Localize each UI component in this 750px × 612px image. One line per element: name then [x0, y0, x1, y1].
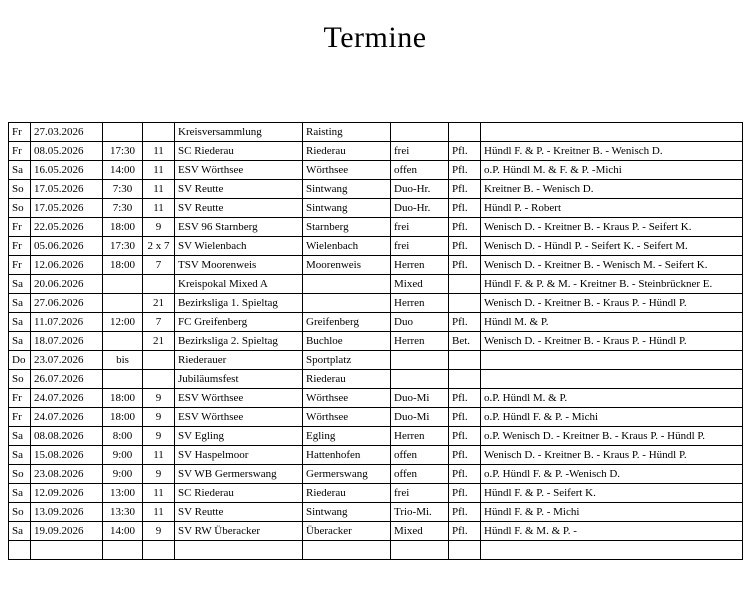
- cell-time: bis: [103, 351, 143, 370]
- table-row: [9, 389, 743, 408]
- cell-category: Duo-Hr.: [391, 180, 449, 199]
- cell-day: Do: [9, 351, 31, 370]
- cell-type: Pfl.: [449, 218, 481, 237]
- cell-date: 15.08.2026: [31, 446, 103, 465]
- cell-time: [103, 541, 143, 560]
- cell-event: Riederauer: [175, 351, 303, 370]
- cell-date: 12.09.2026: [31, 484, 103, 503]
- cell-date: 17.05.2026: [31, 180, 103, 199]
- cell-location: Wörthsee: [303, 389, 391, 408]
- cell-day: Fr: [9, 123, 31, 142]
- cell-category: frei: [391, 218, 449, 237]
- cell-day: Sa: [9, 446, 31, 465]
- cell-event: [175, 541, 303, 560]
- cell-day: Sa: [9, 294, 31, 313]
- cell-count: 11: [143, 503, 175, 522]
- cell-day: So: [9, 503, 31, 522]
- cell-event: Bezirksliga 2. Spieltag: [175, 332, 303, 351]
- cell-event: ESV Wörthsee: [175, 408, 303, 427]
- table-row: [9, 370, 743, 389]
- cell-type: Pfl.: [449, 503, 481, 522]
- cell-day: Sa: [9, 484, 31, 503]
- table-row: [9, 199, 743, 218]
- cell-participants: o.P. Hündl F. & P. -Wenisch D.: [481, 465, 743, 484]
- cell-event: ESV 96 Starnberg: [175, 218, 303, 237]
- cell-time: 14:00: [103, 161, 143, 180]
- cell-participants: Wenisch D. - Kreitner B. - Kraus P. - Hündl P.: [481, 294, 743, 313]
- cell-event: FC Greifenberg: [175, 313, 303, 332]
- cell-type: [449, 294, 481, 313]
- cell-event: TSV Moorenweis: [175, 256, 303, 275]
- cell-participants: o.P. Hündl F. & P. - Michi: [481, 408, 743, 427]
- cell-location: Sportplatz: [303, 351, 391, 370]
- table-row: [9, 161, 743, 180]
- cell-type: Pfl.: [449, 465, 481, 484]
- cell-participants: Hündl F. & P. - Michi: [481, 503, 743, 522]
- cell-category: frei: [391, 484, 449, 503]
- cell-time: 18:00: [103, 408, 143, 427]
- cell-type: Pfl.: [449, 161, 481, 180]
- cell-count: 7: [143, 313, 175, 332]
- cell-date: 24.07.2026: [31, 389, 103, 408]
- cell-type: [449, 351, 481, 370]
- cell-type: Pfl.: [449, 427, 481, 446]
- cell-type: [449, 123, 481, 142]
- table-row: [9, 123, 743, 142]
- cell-location: Buchloe: [303, 332, 391, 351]
- cell-type: Pfl.: [449, 180, 481, 199]
- cell-event: SC Riederau: [175, 142, 303, 161]
- cell-day: Sa: [9, 313, 31, 332]
- cell-type: [449, 275, 481, 294]
- cell-event: ESV Wörthsee: [175, 161, 303, 180]
- cell-location: Egling: [303, 427, 391, 446]
- cell-date: 16.05.2026: [31, 161, 103, 180]
- table-row: [9, 237, 743, 256]
- cell-date: 20.06.2026: [31, 275, 103, 294]
- table-row: [9, 351, 743, 370]
- cell-category: offen: [391, 161, 449, 180]
- cell-location: Sintwang: [303, 180, 391, 199]
- cell-category: Herren: [391, 427, 449, 446]
- cell-category: Herren: [391, 332, 449, 351]
- table-row: [9, 522, 743, 541]
- table-row: [9, 465, 743, 484]
- cell-category: frei: [391, 237, 449, 256]
- cell-location: Raisting: [303, 123, 391, 142]
- cell-day: Fr: [9, 237, 31, 256]
- cell-date: 26.07.2026: [31, 370, 103, 389]
- cell-event: Kreisversammlung: [175, 123, 303, 142]
- cell-participants: Hündl F. & M. & P. -: [481, 522, 743, 541]
- cell-location: Greifenberg: [303, 313, 391, 332]
- cell-type: Bet.: [449, 332, 481, 351]
- cell-category: Duo-Mi: [391, 408, 449, 427]
- cell-time: 13:30: [103, 503, 143, 522]
- table-row: [9, 427, 743, 446]
- cell-type: Pfl.: [449, 522, 481, 541]
- cell-event: SV Reutte: [175, 199, 303, 218]
- cell-time: [103, 370, 143, 389]
- cell-event: SV Egling: [175, 427, 303, 446]
- cell-time: 17:30: [103, 142, 143, 161]
- cell-date: 17.05.2026: [31, 199, 103, 218]
- cell-date: 11.07.2026: [31, 313, 103, 332]
- cell-category: offen: [391, 465, 449, 484]
- cell-time: 12:00: [103, 313, 143, 332]
- cell-participants: Wenisch D. - Kreitner B. - Kraus P. - Hündl P.: [481, 446, 743, 465]
- cell-count: 9: [143, 465, 175, 484]
- cell-time: 7:30: [103, 180, 143, 199]
- cell-date: 18.07.2026: [31, 332, 103, 351]
- cell-category: Mixed: [391, 522, 449, 541]
- cell-day: Sa: [9, 275, 31, 294]
- cell-count: 9: [143, 427, 175, 446]
- cell-count: 11: [143, 484, 175, 503]
- cell-category: [391, 541, 449, 560]
- cell-category: Duo-Hr.: [391, 199, 449, 218]
- cell-time: 14:00: [103, 522, 143, 541]
- cell-participants: o.P. Hündl M. & F. & P. -Michi: [481, 161, 743, 180]
- cell-participants: Wenisch D. - Kreitner B. - Kraus P. - Hündl P.: [481, 332, 743, 351]
- cell-location: Moorenweis: [303, 256, 391, 275]
- cell-participants: o.P. Wenisch D. - Kreitner B. - Kraus P. - Hündl P.: [481, 427, 743, 446]
- cell-category: Trio-Mi.: [391, 503, 449, 522]
- cell-location: Überacker: [303, 522, 391, 541]
- cell-count: [143, 541, 175, 560]
- cell-event: Jubiläumsfest: [175, 370, 303, 389]
- cell-count: 9: [143, 389, 175, 408]
- cell-participants: o.P. Hündl M. & P.: [481, 389, 743, 408]
- cell-participants: Wenisch D. - Kreitner B. - Kraus P. - Seifert K.: [481, 218, 743, 237]
- cell-location: Wörthsee: [303, 161, 391, 180]
- cell-time: 13:00: [103, 484, 143, 503]
- cell-type: Pfl.: [449, 446, 481, 465]
- cell-category: frei: [391, 142, 449, 161]
- schedule-table: [8, 122, 743, 560]
- table-row: [9, 218, 743, 237]
- cell-category: Mixed: [391, 275, 449, 294]
- cell-location: [303, 541, 391, 560]
- cell-time: 18:00: [103, 256, 143, 275]
- cell-day: So: [9, 465, 31, 484]
- cell-day: [9, 541, 31, 560]
- cell-count: 21: [143, 332, 175, 351]
- cell-event: SV Wielenbach: [175, 237, 303, 256]
- cell-location: [303, 275, 391, 294]
- cell-event: Bezirksliga 1. Spieltag: [175, 294, 303, 313]
- cell-day: Fr: [9, 389, 31, 408]
- cell-location: Sintwang: [303, 199, 391, 218]
- cell-category: Duo-Mi: [391, 389, 449, 408]
- cell-day: Sa: [9, 522, 31, 541]
- table-row: [9, 180, 743, 199]
- cell-count: [143, 123, 175, 142]
- cell-participants: [481, 541, 743, 560]
- cell-count: 11: [143, 142, 175, 161]
- table-row: [9, 484, 743, 503]
- cell-count: 11: [143, 180, 175, 199]
- cell-date: 08.05.2026: [31, 142, 103, 161]
- cell-participants: Hündl M. & P.: [481, 313, 743, 332]
- cell-location: Wörthsee: [303, 408, 391, 427]
- cell-date: 08.08.2026: [31, 427, 103, 446]
- cell-participants: Hündl P. - Robert: [481, 199, 743, 218]
- cell-date: [31, 541, 103, 560]
- cell-date: 23.08.2026: [31, 465, 103, 484]
- table-row: [9, 294, 743, 313]
- cell-date: 13.09.2026: [31, 503, 103, 522]
- cell-day: Fr: [9, 408, 31, 427]
- cell-time: 7:30: [103, 199, 143, 218]
- cell-type: Pfl.: [449, 484, 481, 503]
- cell-type: Pfl.: [449, 199, 481, 218]
- table-row: [9, 503, 743, 522]
- cell-day: Fr: [9, 256, 31, 275]
- cell-date: 12.06.2026: [31, 256, 103, 275]
- cell-participants: Hündl F. & P. & M. - Kreitner B. - Steinbrückner E.: [481, 275, 743, 294]
- cell-count: 2 x 7: [143, 237, 175, 256]
- cell-count: 7: [143, 256, 175, 275]
- cell-day: Fr: [9, 218, 31, 237]
- cell-location: [303, 294, 391, 313]
- cell-type: Pfl.: [449, 408, 481, 427]
- cell-participants: [481, 370, 743, 389]
- cell-type: Pfl.: [449, 256, 481, 275]
- cell-location: Starnberg: [303, 218, 391, 237]
- cell-participants: Hündl F. & P. - Kreitner B. - Wenisch D.: [481, 142, 743, 161]
- table-row: [9, 408, 743, 427]
- table-row: [9, 332, 743, 351]
- table-row: [9, 446, 743, 465]
- cell-time: 17:30: [103, 237, 143, 256]
- cell-event: ESV Wörthsee: [175, 389, 303, 408]
- cell-day: Sa: [9, 161, 31, 180]
- cell-count: 11: [143, 161, 175, 180]
- cell-event: SV Haspelmoor: [175, 446, 303, 465]
- cell-category: Herren: [391, 256, 449, 275]
- cell-count: 9: [143, 522, 175, 541]
- cell-date: 24.07.2026: [31, 408, 103, 427]
- cell-category: [391, 370, 449, 389]
- cell-event: SV WB Germerswang: [175, 465, 303, 484]
- cell-date: 05.06.2026: [31, 237, 103, 256]
- page-title: Termine: [323, 21, 427, 54]
- cell-time: 9:00: [103, 465, 143, 484]
- cell-count: 11: [143, 199, 175, 218]
- cell-event: SC Riederau: [175, 484, 303, 503]
- cell-time: [103, 294, 143, 313]
- cell-type: [449, 541, 481, 560]
- cell-time: 18:00: [103, 389, 143, 408]
- cell-date: 23.07.2026: [31, 351, 103, 370]
- cell-participants: Wenisch D. - Hündl P. - Seifert K. - Seifert M.: [481, 237, 743, 256]
- cell-event: SV Reutte: [175, 503, 303, 522]
- cell-type: Pfl.: [449, 237, 481, 256]
- cell-day: So: [9, 180, 31, 199]
- cell-time: [103, 332, 143, 351]
- cell-category: Duo: [391, 313, 449, 332]
- cell-count: 9: [143, 408, 175, 427]
- schedule-table-container: [8, 122, 742, 560]
- cell-day: Fr: [9, 142, 31, 161]
- cell-participants: [481, 123, 743, 142]
- cell-location: Wielenbach: [303, 237, 391, 256]
- cell-time: 8:00: [103, 427, 143, 446]
- cell-participants: Kreitner B. - Wenisch D.: [481, 180, 743, 199]
- cell-location: Riederau: [303, 370, 391, 389]
- cell-time: 9:00: [103, 446, 143, 465]
- cell-day: Sa: [9, 332, 31, 351]
- cell-count: [143, 351, 175, 370]
- cell-category: [391, 351, 449, 370]
- cell-type: Pfl.: [449, 313, 481, 332]
- cell-location: Hattenhofen: [303, 446, 391, 465]
- cell-location: Germerswang: [303, 465, 391, 484]
- cell-count: 21: [143, 294, 175, 313]
- cell-date: 19.09.2026: [31, 522, 103, 541]
- cell-time: [103, 123, 143, 142]
- cell-location: Sintwang: [303, 503, 391, 522]
- cell-type: [449, 370, 481, 389]
- cell-type: Pfl.: [449, 389, 481, 408]
- schedule-table-body: [9, 123, 743, 560]
- cell-category: offen: [391, 446, 449, 465]
- cell-time: 18:00: [103, 218, 143, 237]
- cell-count: 11: [143, 446, 175, 465]
- table-row: [9, 142, 743, 161]
- cell-time: [103, 275, 143, 294]
- cell-event: Kreispokal Mixed A: [175, 275, 303, 294]
- table-row: [9, 313, 743, 332]
- cell-date: 22.05.2026: [31, 218, 103, 237]
- cell-date: 27.03.2026: [31, 123, 103, 142]
- cell-participants: Hündl F. & P. - Seifert K.: [481, 484, 743, 503]
- cell-day: So: [9, 370, 31, 389]
- cell-date: 27.06.2026: [31, 294, 103, 313]
- cell-category: [391, 123, 449, 142]
- cell-day: So: [9, 199, 31, 218]
- table-row: [9, 256, 743, 275]
- table-row: [9, 275, 743, 294]
- cell-location: Riederau: [303, 142, 391, 161]
- cell-count: [143, 370, 175, 389]
- cell-event: SV Reutte: [175, 180, 303, 199]
- cell-count: 9: [143, 218, 175, 237]
- cell-count: [143, 275, 175, 294]
- cell-participants: Wenisch D. - Kreitner B. - Wenisch M. - Seifert K.: [481, 256, 743, 275]
- cell-day: Sa: [9, 427, 31, 446]
- cell-type: Pfl.: [449, 142, 481, 161]
- cell-participants: [481, 351, 743, 370]
- cell-location: Riederau: [303, 484, 391, 503]
- cell-event: SV RW Überacker: [175, 522, 303, 541]
- cell-category: Herren: [391, 294, 449, 313]
- table-row: [9, 541, 743, 560]
